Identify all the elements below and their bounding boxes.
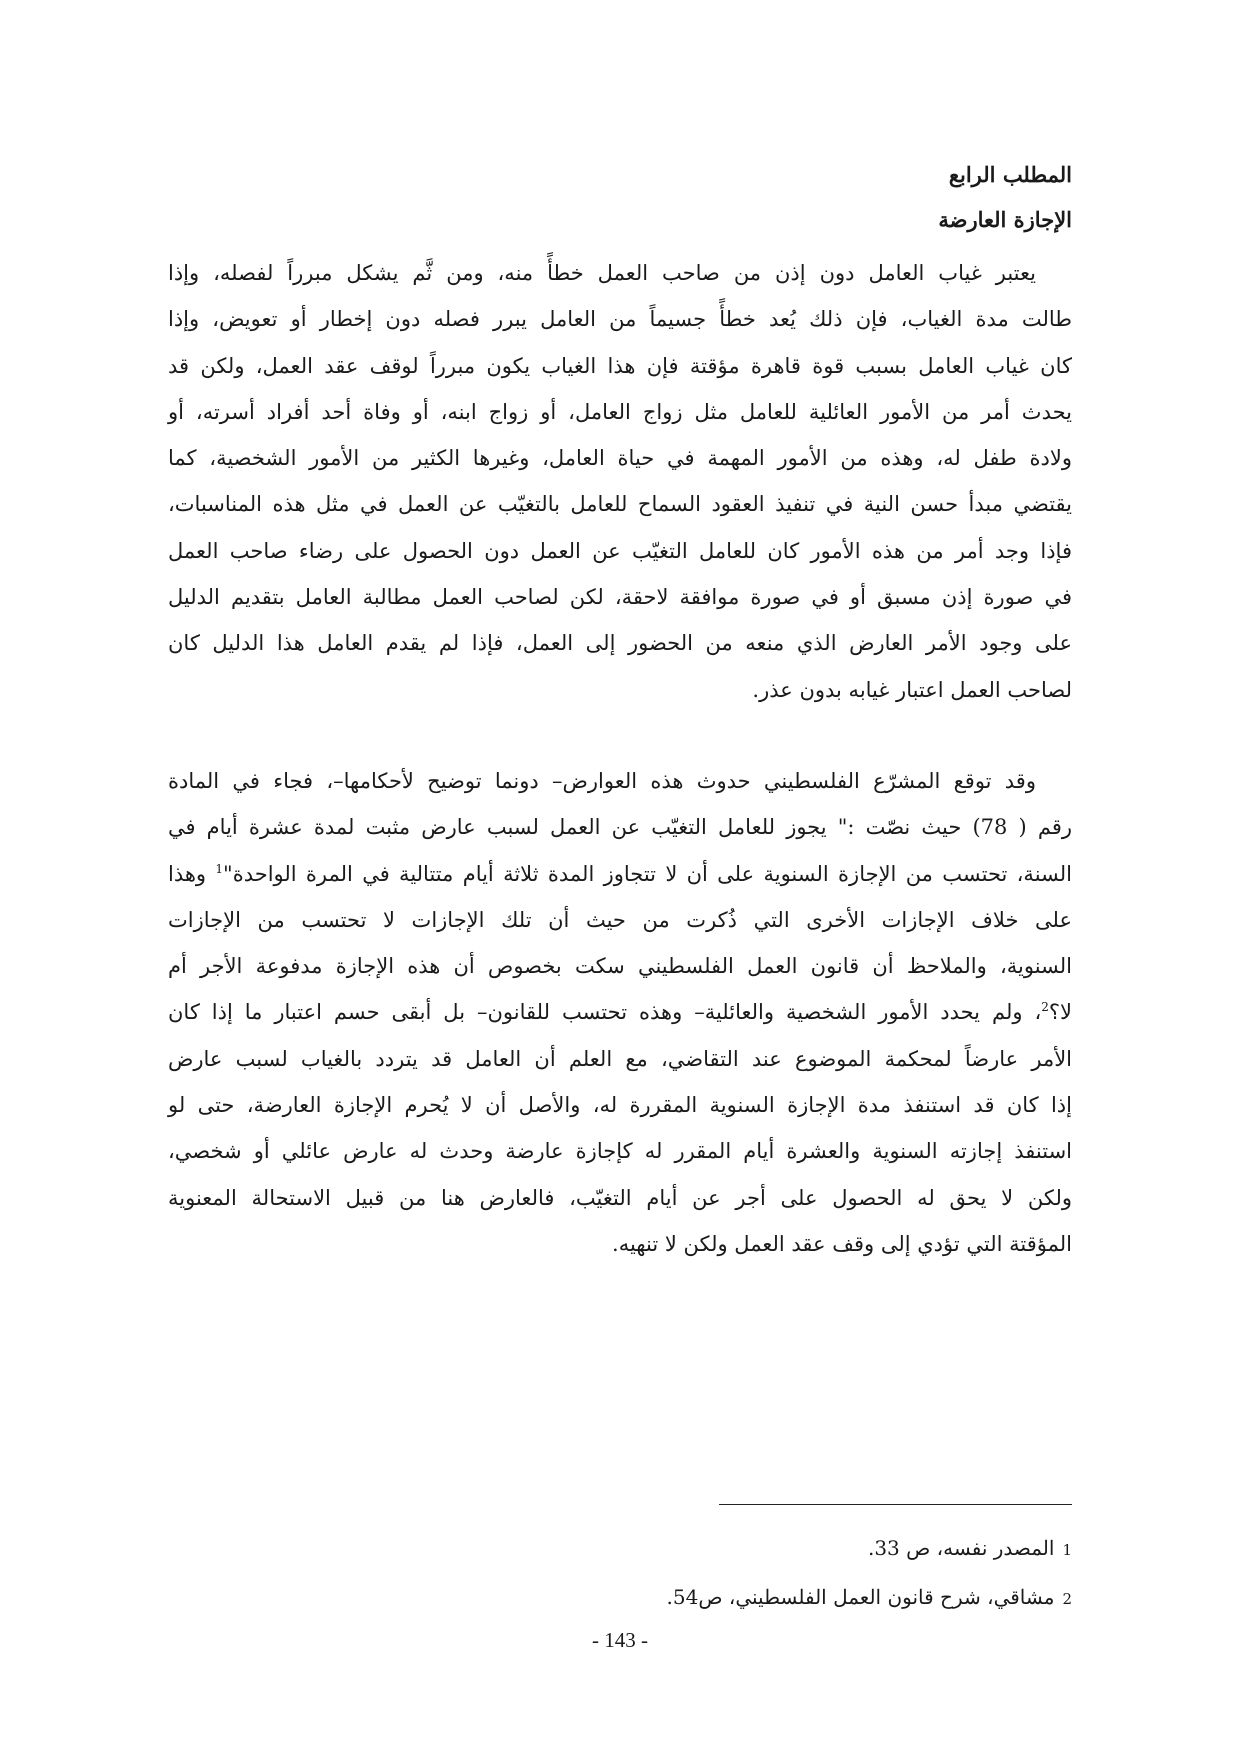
section-title: الإجازة العارضة bbox=[938, 207, 1072, 232]
paragraph-line: على خلاف الإجازات الأخرى التي ذُكرت من حيث أن تلك الإجازات لا تحتسب من الإجازات bbox=[168, 907, 1072, 932]
footnote-ref-2[interactable]: 2 bbox=[1041, 1000, 1049, 1015]
body-paragraph-1 bbox=[168, 250, 1072, 713]
footnote-2 bbox=[667, 1582, 1072, 1614]
line-text: وهذا bbox=[168, 861, 216, 886]
paragraph-line-with-footnote bbox=[168, 851, 1072, 897]
paragraph-line: كان غياب العامل بسبب قوة قاهرة مؤقتة فإن هذا الغياب يكون مبرراً لوقف عقد العمل، ولكن قد bbox=[168, 353, 1072, 378]
paragraph-line: ولكن لا يحق له الحصول على أجر عن أيام التغيّب، فالعارض هنا من قبيل الاستحالة المعنوية bbox=[168, 1185, 1072, 1210]
paragraph-line: يقتضي مبدأ حسن النية في تنفيذ العقود السماح للعامل بالتغيّب عن العمل في مثل هذه المناسبات، bbox=[168, 492, 1072, 517]
footnote-1 bbox=[868, 1533, 1072, 1565]
footnote-text: المصدر نفسه، ص 33. bbox=[867, 1536, 1055, 1560]
paragraph-line: استنفذ إجازته السنوية والعشرة أيام المقرر له كإجازة عارضة وحدث له عارض عائلي أو شخصي، bbox=[168, 1139, 1072, 1164]
footnote-number: 2 bbox=[1062, 1590, 1072, 1608]
paragraph-line: يعتبر غياب العامل دون إذن من صاحب العمل خطأً منه، ومن ثَّم يشكل مبرراً لفصله، وإذا bbox=[168, 261, 1036, 285]
footnote-divider bbox=[719, 1504, 1072, 1505]
section-heading: المطلب الرابع bbox=[948, 162, 1072, 187]
body-paragraph-2 bbox=[168, 758, 1072, 1267]
paragraph-line: فإذا وجد أمر من هذه الأمور كان للعامل التغيّب عن العمل دون الحصول على رضاء صاحب العمل bbox=[168, 538, 1072, 563]
paragraph-line: على وجود الأمر العارض الذي منعه من الحضور إلى العمل، فإذا لم يقدم العامل هذا الدليل كان bbox=[168, 631, 1072, 656]
paragraph-line: السنوية، والملاحظ أن قانون العمل الفلسطيني سكت بخصوص أن هذه الإجازة مدفوعة الأجر أم bbox=[168, 954, 1072, 979]
line-text: السنة، تحتسب من الإجازة السنوية على أن لا تتجاوز المدة ثلاثة أيام متتالية في المرة الواحدة" bbox=[223, 861, 1072, 886]
paragraph-line: المؤقتة التي تؤدي إلى وقف عقد العمل ولكن لا تنهيه. bbox=[612, 1231, 1072, 1256]
paragraph-line-with-footnote bbox=[168, 989, 1072, 1035]
line-text: ، ولم يحدد الأمور الشخصية والعائلية– وهذه تحتسب للقانون– بل أبقى حسم اعتبار ما إذا كان bbox=[168, 1000, 1042, 1025]
paragraph-line: ولادة طفل له، وهذه من الأمور المهمة في حياة العامل، وغيرها الكثير من الأمور الشخصية، كما bbox=[168, 446, 1072, 471]
paragraph-line: يحدث أمر من الأمور العائلية للعامل مثل زواج العامل، أو زواج ابنه، أو وفاة أحد أفراد أسرته، أو bbox=[168, 399, 1072, 424]
footnote-number: 1 bbox=[1062, 1541, 1072, 1559]
footnote-text: مشاقي، شرح قانون العمل الفلسطيني، ص54. bbox=[666, 1585, 1055, 1609]
paragraph-line: وقد توقع المشرّع الفلسطيني حدوث هذه العوارض– دونما توضيح لأحكامها–، فجاء في المادة bbox=[168, 769, 1036, 793]
paragraph-line: رقم ( 78) حيث نصّت :" يجوز للعامل التغيّب عن العمل لسبب عارض مثبت لمدة عشرة أيام في bbox=[168, 815, 1073, 840]
paragraph-line: إذا كان قد استنفذ مدة الإجازة السنوية المقررة له، والأصل أن لا يُحرم الإجازة العارضة، حتى لو bbox=[168, 1093, 1072, 1118]
line-text: لا؟ bbox=[1048, 1000, 1072, 1025]
paragraph-line: في صورة إذن مسبق أو في صورة موافقة لاحقة، لكن لصاحب العمل مطالبة العامل بتقديم الدليل bbox=[168, 585, 1072, 610]
paragraph-line: الأمر عارضاً لمحكمة الموضوع عند التقاضي، مع العلم أن العامل قد يتردد بالغياب لسبب عارض bbox=[168, 1046, 1072, 1071]
page-number: - 143 - bbox=[592, 1628, 648, 1652]
footnote-ref-1[interactable]: 1 bbox=[215, 861, 224, 876]
paragraph-line: لصاحب العمل اعتبار غيابه بدون عذر. bbox=[752, 677, 1072, 702]
paragraph-line: طالت مدة الغياب، فإن ذلك يُعد خطأً جسيماً من العامل يبرر فصله دون إخطار أو تعويض، وإذا bbox=[168, 307, 1072, 332]
